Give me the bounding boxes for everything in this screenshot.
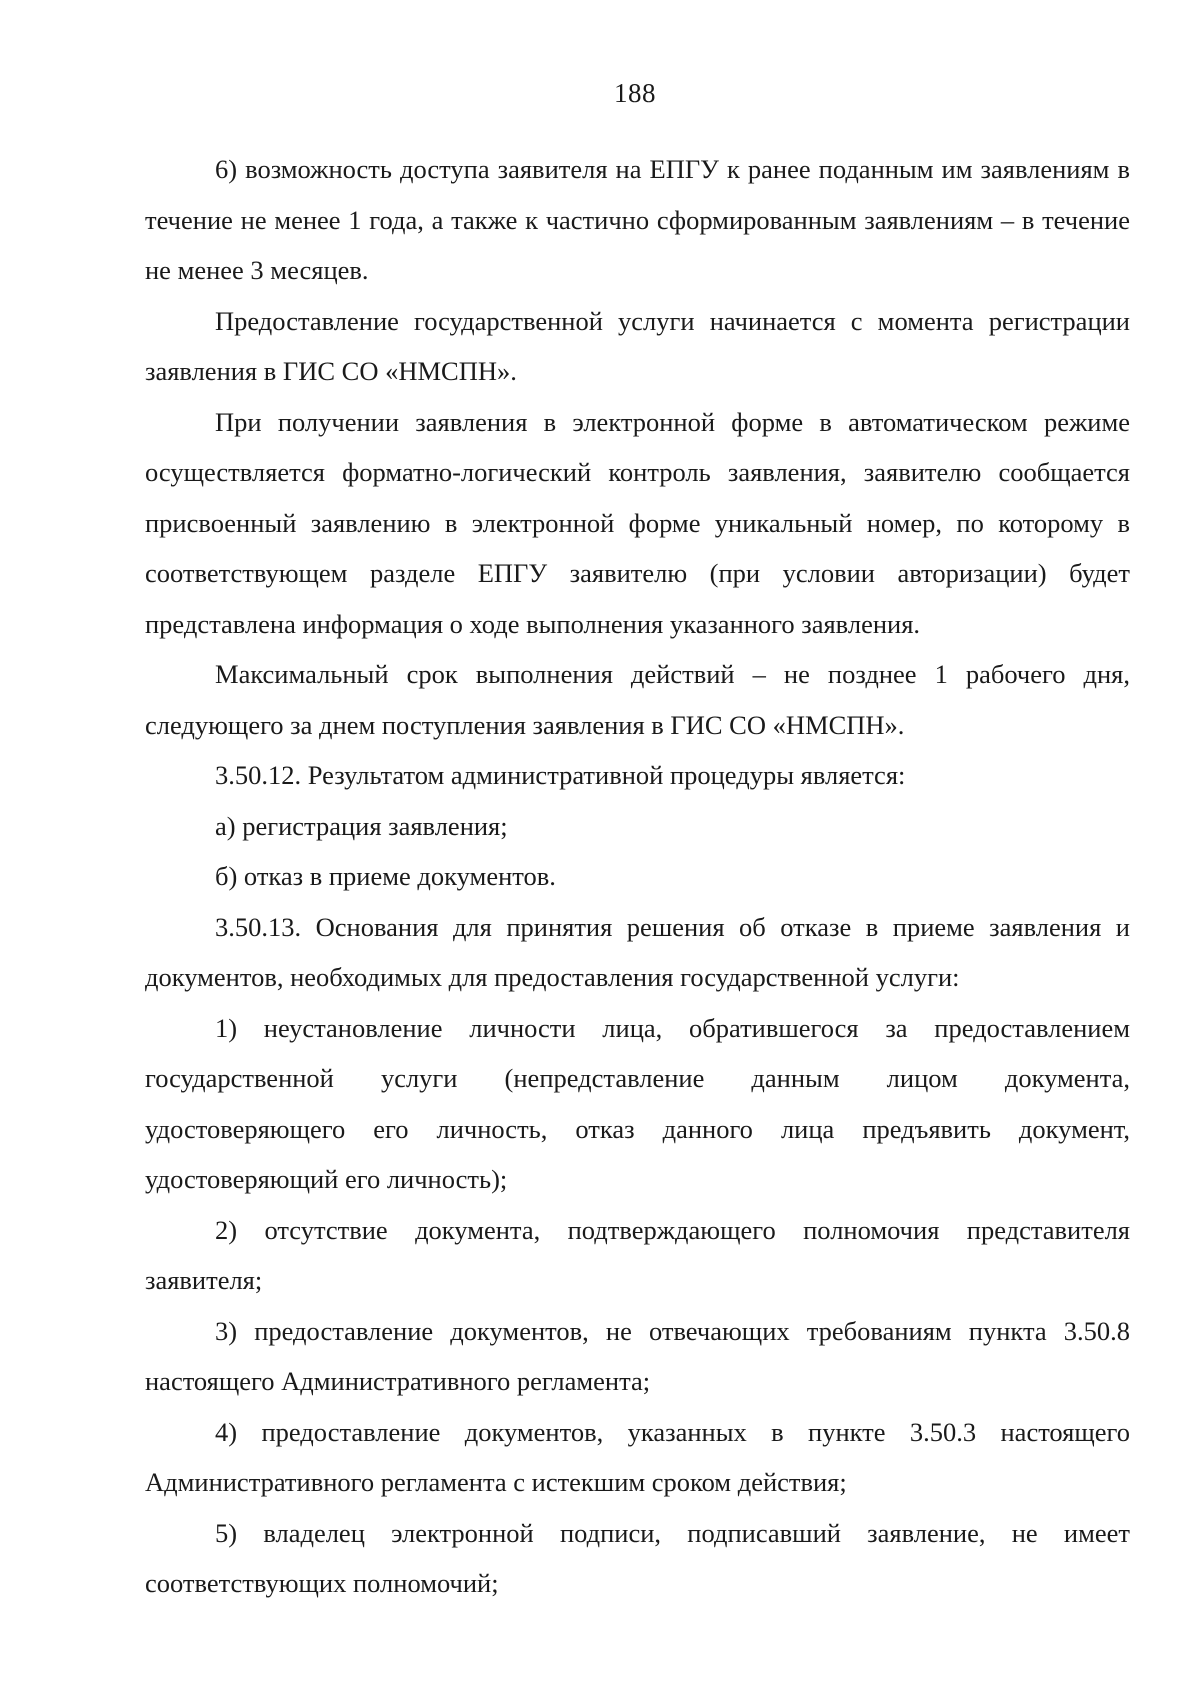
document-body — [145, 144, 1130, 1609]
paragraph-ground-3: 3) предоставление документов, не отвечающих требованиям пункта 3.50.8 настоящего Административного регламента; — [145, 1315, 1130, 1396]
paragraph-3-50-13: 3.50.13. Основания для принятия решения об отказе в приеме заявления и документов, необходимых для предоставления государственной услуги: — [145, 911, 1130, 992]
paragraph-ground-1: 1) неустановление личности лица, обратившегося за предоставлением государственной услуги (непредставление данным лицом документа, удостоверяющего его личность, отказ данного лица предъявить документ, удостоверяющий его личность); — [145, 1012, 1130, 1194]
paragraph-ground-4: 4) предоставление документов, указанных в пункте 3.50.3 настоящего Административного регламента с истекшим сроком действия; — [145, 1416, 1130, 1497]
page-number: 188 — [614, 78, 656, 108]
paragraph-electronic-receipt: При получении заявления в электронной форме в автоматическом режиме осуществляется форматно-логический контроль заявления, заявителю сообщается присвоенный заявлению в электронной форме уникальный номер, по которому в соответствующем разделе ЕПГУ заявителю (при условии авторизации) будет представлена информация о ходе выполнения указанного заявления. — [145, 406, 1130, 639]
paragraph-ground-2: 2) отсутствие документа, подтверждающего полномочия представителя заявителя; — [145, 1214, 1130, 1295]
paragraph-service-start: Предоставление государственной услуги начинается с момента регистрации заявления в ГИС СО «НМСПН». — [145, 305, 1130, 386]
paragraph-ground-5: 5) владелец электронной подписи, подписавший заявление, не имеет соответствующих полномочий; — [145, 1517, 1130, 1598]
paragraph-result-a: а) регистрация заявления; — [215, 810, 508, 841]
paragraph-result-b: б) отказ в приеме документов. — [215, 861, 556, 891]
paragraph-access-item-6: 6) возможность доступа заявителя на ЕПГУ к ранее поданным им заявлениям в течение не менее 1 года, а также к частично сформированным заявлениям – в течение не менее 3 месяцев. — [145, 154, 1130, 285]
paragraph-max-term: Максимальный срок выполнения действий – не позднее 1 рабочего дня, следующего за днем поступления заявления в ГИС СО «НМСПН». — [145, 659, 1130, 740]
paragraph-3-50-12: 3.50.12. Результатом административной процедуры является: — [215, 760, 906, 790]
